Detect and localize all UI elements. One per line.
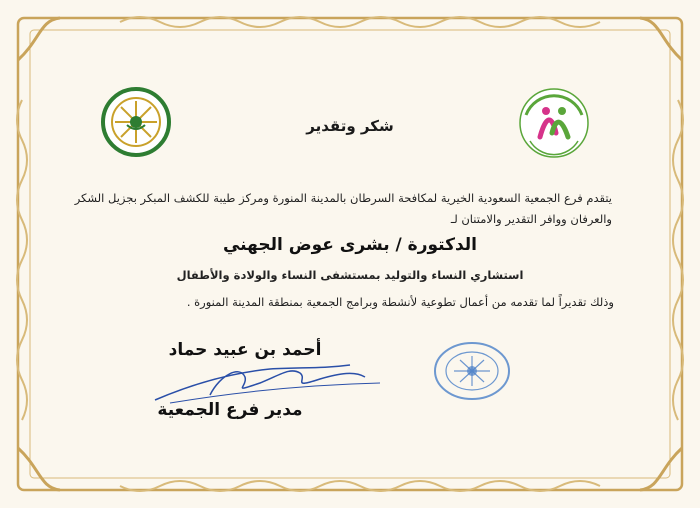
signer-title: مدير فرع الجمعية	[157, 400, 303, 420]
appreciation-line: وذلك تقديراً لما تقدمه من أعمال تطوعية لأنشطة وبرامج الجمعية بمنطقة المدينة المنورة .	[186, 295, 614, 309]
intro-line-1: يتقدم فرع الجمعية السعودية الخيرية لمكافحة السرطان بالمدينة المنورة ومركز طيبة للكشف المبكر بجزيل الشكر	[74, 191, 612, 205]
signer-name: أحمد بن عبيد حماد	[168, 340, 322, 360]
official-stamp	[432, 340, 512, 402]
intro-line-2: والعرفان ووافر التقدير والامتنان لـ	[450, 212, 612, 226]
recipient-position: استشاري النساء والتوليد بمستشفى النساء والولادة والأطفال	[176, 268, 524, 282]
certificate-title: شكر وتقدير	[306, 117, 394, 135]
recipient-name: الدكتورة / بشرى عوض الجهني	[222, 235, 478, 255]
